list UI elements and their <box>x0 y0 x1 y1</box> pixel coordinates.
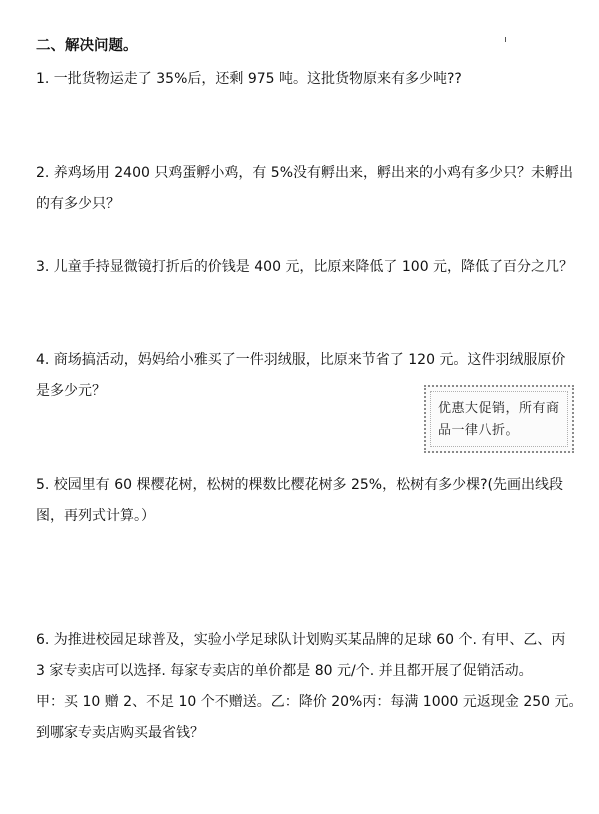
promotion-sign-line-2: 品一律八折。 <box>438 423 520 438</box>
problem-1-line-1: 1. 一批货物运走了 35%后，还剩 975 吨。这批货物原来有多少吨?? <box>36 71 462 87</box>
problem-2-line-2: 的有多少只？ <box>36 196 120 212</box>
problem-6-line-2: 3 家专卖店可以选择. 每家专卖店的单价都是 80 元/个. 并且都开展了促销活动。 <box>36 663 533 679</box>
promotion-sign-line-1: 优惠大促销，所有商 <box>438 401 560 416</box>
problem-6-line-4: 到哪家专卖店购买最省钱？ <box>36 725 204 741</box>
promotion-sign <box>424 385 574 453</box>
problem-6-line-1: 6. 为推进校园足球普及，实验小学足球队计划购买某品牌的足球 60 个. 有甲、乙、丙 <box>36 632 566 648</box>
problem-4-line-1: 4. 商场搞活动，妈妈给小雅买了一件羽绒服，比原来节省了 120 元。这件羽绒服原价 <box>36 352 566 368</box>
problem-3-line-1: 3. 儿童手持显微镜打折后的价钱是 400 元，比原来降低了 100 元，降低了百分之几？ <box>36 259 574 275</box>
problem-4-line-2: 是多少元？ <box>36 383 106 399</box>
problem-6-line-3: 甲：买 10 赠 2、不足 10 个不赠送。乙：降价 20%丙：每满 1000 元返现金 250 元。 <box>36 694 583 710</box>
problem-5-line-2: 图，再列式计算。） <box>36 508 155 524</box>
problem-5-line-1: 5. 校园里有 60 棵樱花树，松树的棵数比樱花树多 25%，松树有多少棵?(先画出线段 <box>36 477 563 493</box>
stray-mark <box>505 37 506 42</box>
problem-2-line-1: 2. 养鸡场用 2400 只鸡蛋孵小鸡，有 5%没有孵出来，孵出来的小鸡有多少只？未孵出 <box>36 165 573 181</box>
section-title: 二、解决问题。 <box>36 38 138 54</box>
